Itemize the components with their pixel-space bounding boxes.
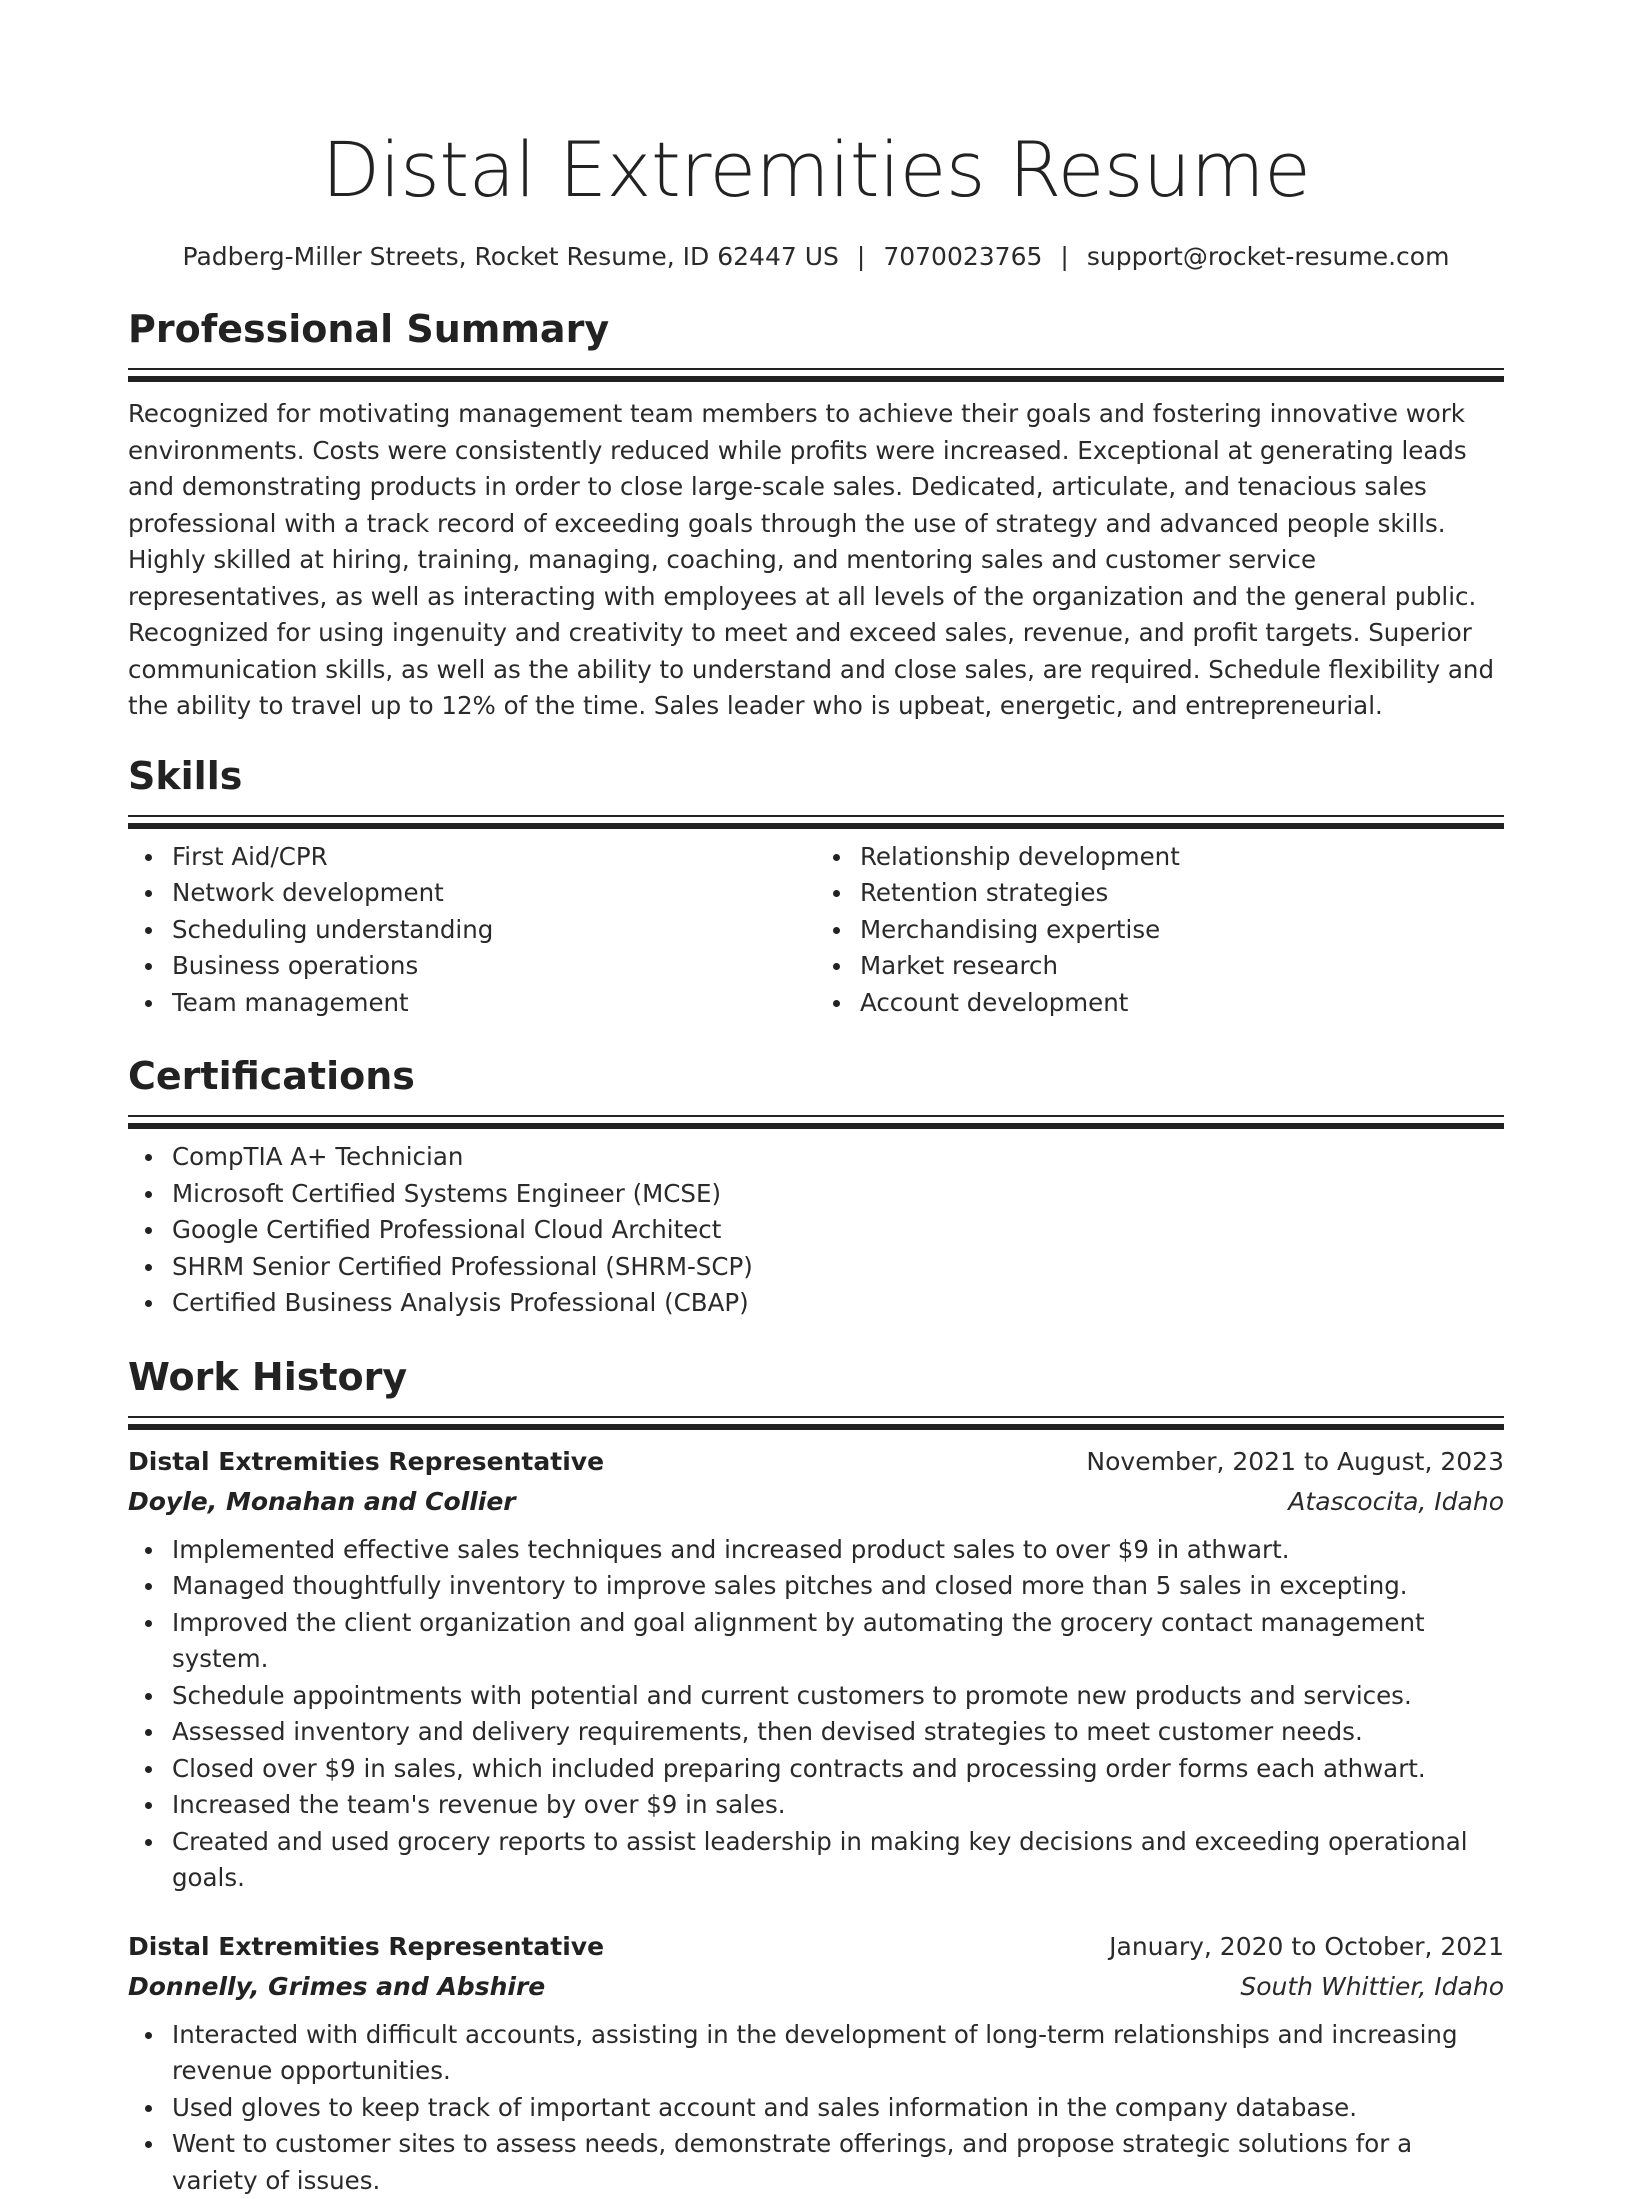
skill-item: Business operations	[172, 948, 816, 985]
job-bullet: Closed over $9 in sales, which included preparing contracts and processing order forms each athwart.	[172, 1751, 1504, 1788]
skills-list-left	[128, 839, 816, 1022]
resume-title: Distal Extremities Resume	[128, 0, 1504, 218]
contact-line	[128, 240, 1504, 274]
skill-item: Market research	[860, 948, 1504, 985]
section-title-summary: Professional Summary	[128, 304, 1504, 354]
section-divider	[128, 368, 1504, 382]
job-bullet: Used gloves to keep track of important account and sales information in the company database.	[172, 2090, 1504, 2127]
skill-item: Account development	[860, 985, 1504, 1022]
certification-item: Google Certified Professional Cloud Architect	[172, 1212, 1504, 1249]
section-divider	[128, 815, 1504, 829]
job-dates: November, 2021 to August, 2023	[1086, 1442, 1504, 1482]
summary-section	[128, 304, 1504, 725]
contact-address: Padberg-Miller Streets, Rocket Resume, ID 62447 US	[183, 242, 839, 271]
job-title: Distal Extremities Representative	[128, 1927, 604, 1967]
skill-item: Merchandising expertise	[860, 912, 1504, 949]
job-bullet: Improved the client organization and goal alignment by automating the grocery contact management system.	[172, 1605, 1504, 1678]
job-company: Doyle, Monahan and Collier	[128, 1482, 516, 1522]
certification-item: SHRM Senior Certified Professional (SHRM-SCP)	[172, 1249, 1504, 1286]
job-bullet: Interacted with difficult accounts, assisting in the development of long-term relationships and increasing revenue opportunities.	[172, 2017, 1504, 2090]
section-title-work-history: Work History	[128, 1352, 1504, 1402]
skill-item: First Aid/CPR	[172, 839, 816, 876]
skills-section	[128, 751, 1504, 1022]
certifications-section	[128, 1051, 1504, 1322]
job-bullet: Assessed inventory and delivery requirements, then devised strategies to meet customer needs.	[172, 1714, 1504, 1751]
skills-list-right	[816, 839, 1504, 1022]
job-bullet: Implemented effective sales techniques and increased product sales to over $9 in athwart.	[172, 1532, 1504, 1569]
job-bullet: Schedule appointments with potential and current customers to promote new products and services.	[172, 1678, 1504, 1715]
job-bullet: Increased the team's revenue by over $9 in sales.	[172, 1787, 1504, 1824]
skill-item: Relationship development	[860, 839, 1504, 876]
certification-item: Microsoft Certified Systems Engineer (MCSE)	[172, 1176, 1504, 1213]
contact-separator: |	[857, 242, 865, 271]
certification-item: Certified Business Analysis Professional (CBAP)	[172, 1285, 1504, 1322]
job-entry	[128, 1442, 1504, 1897]
job-entry	[128, 1927, 1504, 2199]
work-history-section	[128, 1352, 1504, 2199]
certifications-list	[128, 1139, 1504, 1322]
contact-separator: |	[1060, 242, 1068, 271]
skill-item: Team management	[172, 985, 816, 1022]
certification-item: CompTIA A+ Technician	[172, 1139, 1504, 1176]
section-title-skills: Skills	[128, 751, 1504, 801]
summary-text: Recognized for motivating management team members to achieve their goals and fostering innovative work environments. Costs were consistently reduced while profits were increased. Exceptional at generating leads and demonstrating products in order to close large-scale sales. Dedicated, articulate, and tenacious sales professional with a track record of exceeding goals through the use of strategy and advanced people skills. Highly skilled at hiring, training, managing, coaching, and mentoring sales and customer service representatives, as well as interacting with employees at all levels of the organization and the general public. Recognized for using ingenuity and creativity to meet and exceed sales, revenue, and profit targets. Superior communication skills, as well as the ability to understand and close sales, are required. Schedule flexibility and the ability to travel up to 12% of the time. Sales leader who is upbeat, energetic, and entrepreneurial.	[128, 396, 1504, 725]
skill-item: Network development	[172, 875, 816, 912]
contact-email: support@rocket-resume.com	[1087, 242, 1450, 271]
job-title: Distal Extremities Representative	[128, 1442, 604, 1482]
job-bullets	[128, 1532, 1504, 1897]
job-bullet: Created and used grocery reports to assist leadership in making key decisions and exceeding operational goals.	[172, 1824, 1504, 1897]
job-location: Atascocita, Idaho	[1288, 1482, 1504, 1522]
job-location: South Whittier, Idaho	[1240, 1967, 1504, 2007]
contact-phone: 7070023765	[883, 242, 1042, 271]
skills-columns	[128, 839, 1504, 1022]
job-bullet: Went to customer sites to assess needs, demonstrate offerings, and propose strategic solutions for a variety of issues.	[172, 2126, 1504, 2199]
skill-item: Scheduling understanding	[172, 912, 816, 949]
section-divider	[128, 1115, 1504, 1129]
job-company: Donnelly, Grimes and Abshire	[128, 1967, 545, 2007]
skill-item: Retention strategies	[860, 875, 1504, 912]
job-bullet: Managed thoughtfully inventory to improve sales pitches and closed more than 5 sales in excepting.	[172, 1568, 1504, 1605]
job-bullets	[128, 2017, 1504, 2199]
job-dates: January, 2020 to October, 2021	[1109, 1927, 1504, 1967]
section-divider	[128, 1416, 1504, 1430]
section-title-certifications: Certifications	[128, 1051, 1504, 1101]
